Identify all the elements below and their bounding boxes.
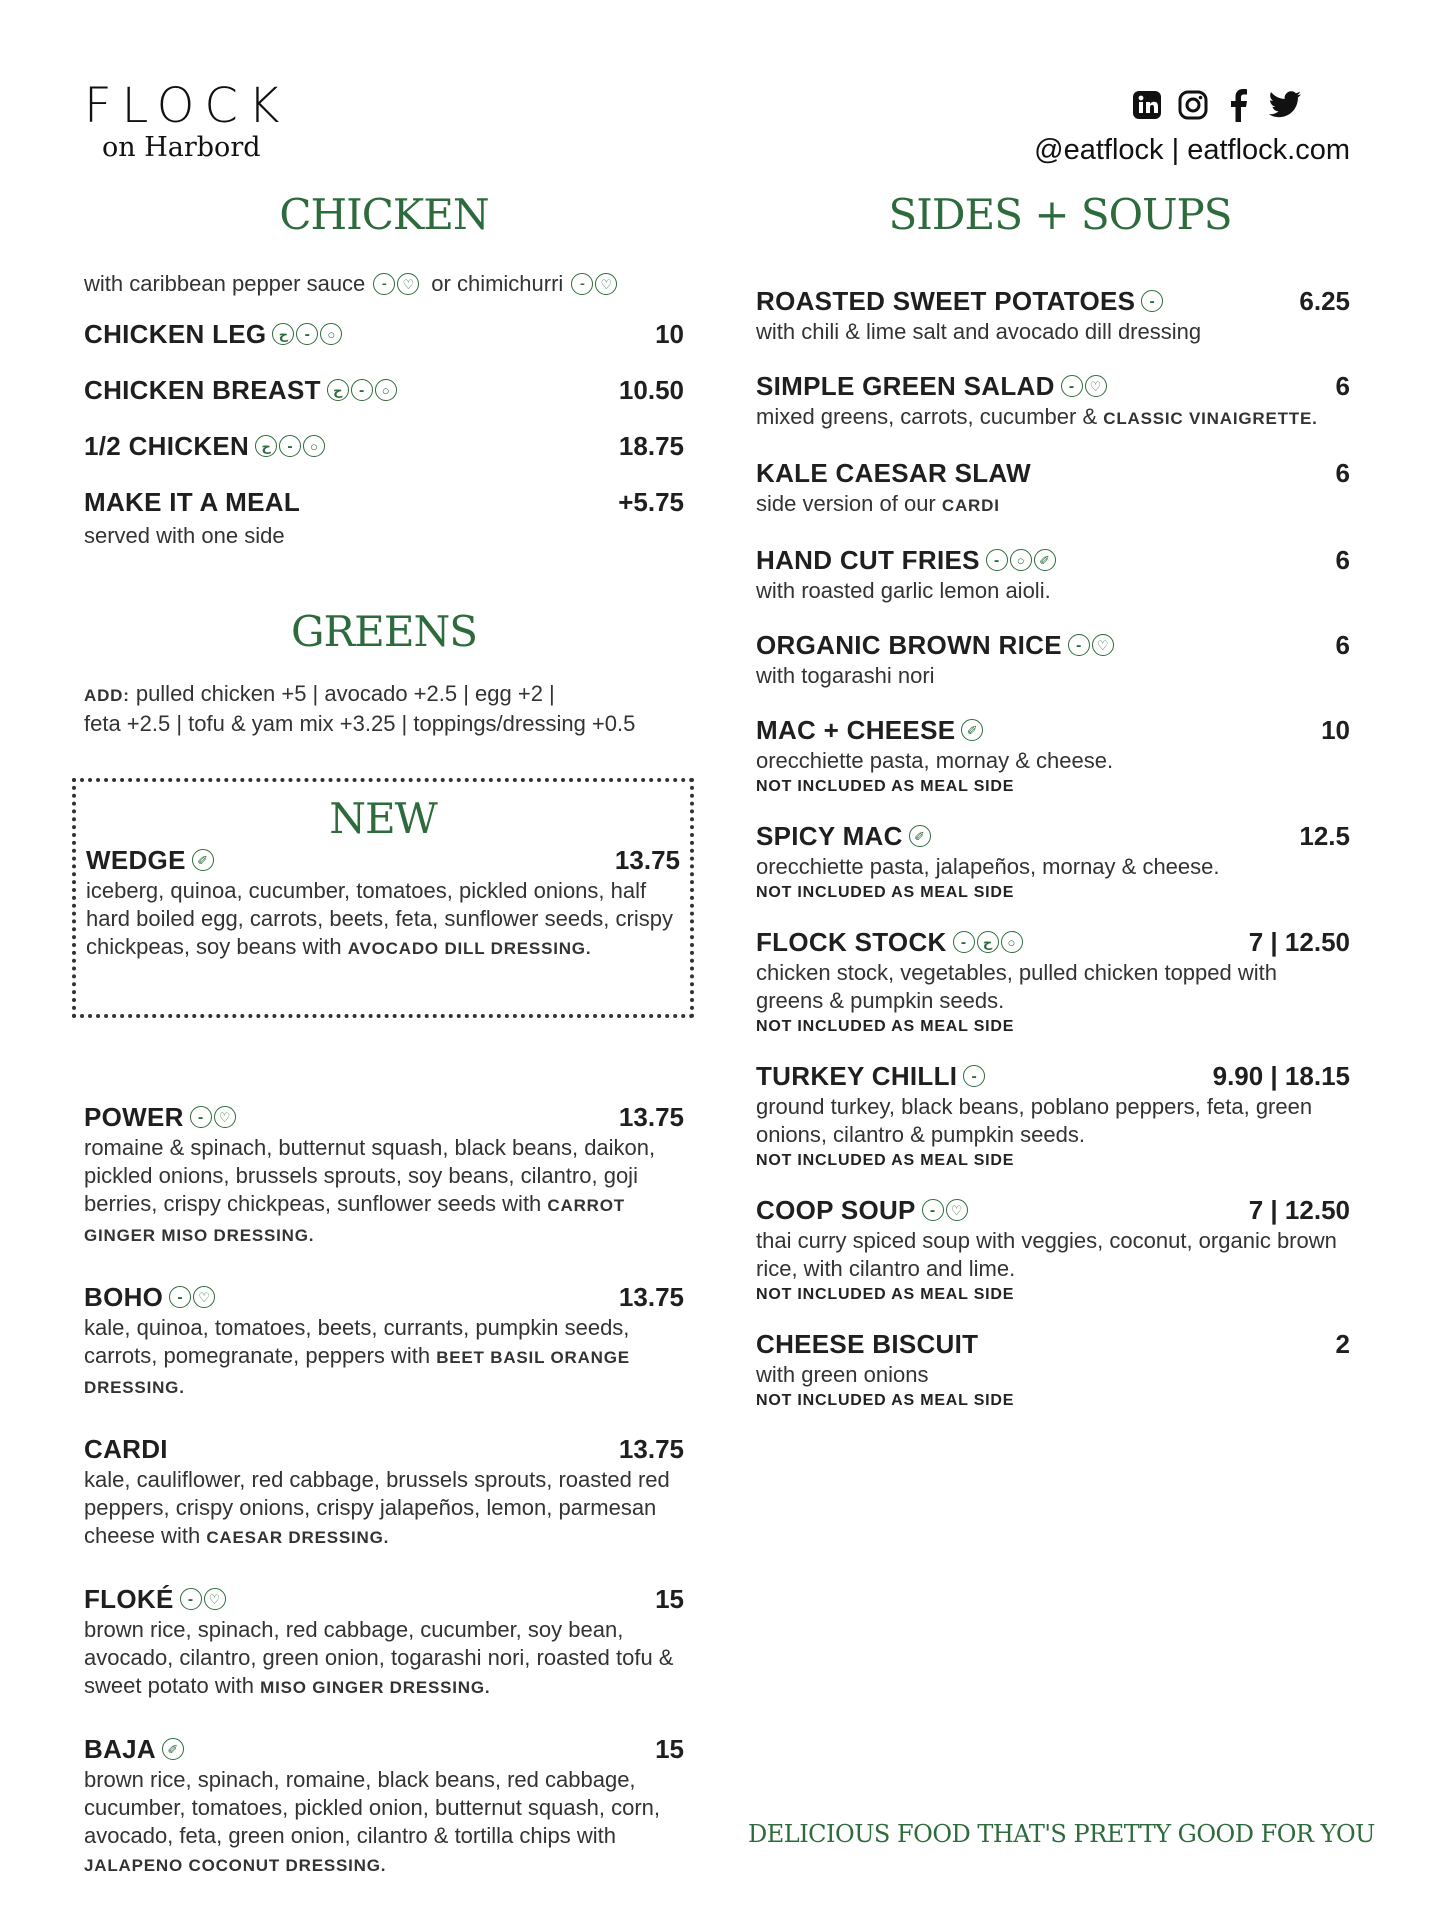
dairy-free-icon: ♡: [1092, 634, 1114, 656]
brand-location: on Harbord: [102, 132, 261, 163]
gluten-free-icon: ⁃: [373, 273, 395, 295]
item-name: CHEESE BISCUIT: [756, 1328, 979, 1359]
linkedin-icon[interactable]: [1130, 88, 1164, 122]
menu-item[interactable]: [84, 370, 684, 410]
dairy-free-icon: ♡: [204, 1588, 226, 1610]
gluten-free-icon: ⁃: [1141, 290, 1163, 312]
item-name: WEDGE: [86, 844, 186, 875]
item-name: CARDI: [84, 1433, 168, 1464]
item-desc: romaine & spinach, butternut squash, black beans, daikon, pickled onions, brussels sprouts, soy beans, cilantro, goji berries, crispy chickpeas, sunflower seeds with: [84, 1135, 656, 1216]
item-name: ROASTED SWEET POTATOES: [756, 285, 1136, 316]
item-price: 15: [655, 1583, 684, 1614]
vegetarian-icon: ✐: [1034, 549, 1056, 571]
tagline: DELICIOUS FOOD THAT'S PRETTY GOOD FOR YOU: [748, 1820, 1375, 1848]
gluten-free-icon: ⁃: [190, 1106, 212, 1128]
nut-free-icon: ○: [320, 323, 342, 345]
item-dressing: CARDI: [941, 496, 1000, 515]
item-desc: with chili & lime salt and avocado dill dressing: [756, 319, 1202, 344]
item-price: 6: [1335, 370, 1350, 401]
menu-item[interactable]: [84, 1432, 684, 1552]
item-price: 13.75: [618, 1281, 684, 1312]
greens-heading: GREENS: [290, 607, 477, 656]
item-note: NOT INCLUDED AS MEAL SIDE: [756, 1152, 1015, 1169]
add-label: ADD:: [84, 686, 130, 705]
item-name: HAND CUT FRIES: [756, 544, 980, 575]
gluten-free-icon: ⁃: [296, 323, 318, 345]
menu-item[interactable]: [756, 713, 1350, 796]
menu-item[interactable]: [84, 1582, 684, 1702]
chicken-heading: CHICKEN: [279, 190, 489, 239]
new-item-box: [72, 778, 694, 1018]
item-price: 13.75: [618, 1101, 684, 1132]
item-desc: brown rice, spinach, romaine, black beans, red cabbage, cucumber, tomatoes, pickled onion, butternut squash, corn, avocado, feta, green onion, cilantro & tortilla chips with: [84, 1767, 660, 1848]
item-desc: with togarashi nori: [756, 663, 935, 688]
gluten-free-icon: ⁃: [169, 1286, 191, 1308]
addons-line-2: feta +2.5 | tofu & yam mix +3.25 | toppings/dressing +0.5: [84, 711, 636, 736]
nut-free-icon: ○: [375, 379, 397, 401]
item-price: 10: [655, 318, 684, 349]
menu-item[interactable]: [84, 1280, 684, 1402]
item-price: 6: [1335, 629, 1350, 660]
item-note: NOT INCLUDED AS MEAL SIDE: [756, 1018, 1015, 1035]
nut-free-icon: ○: [1001, 931, 1023, 953]
item-price: 13.75: [618, 1433, 684, 1464]
menu-item[interactable]: [756, 456, 1350, 520]
item-name: BAJA: [84, 1733, 156, 1764]
item-dressing: JALAPENO COCONUT DRESSING.: [84, 1856, 387, 1875]
gluten-free-icon: ⁃: [351, 379, 373, 401]
halal-icon: ح: [327, 379, 349, 401]
item-price: 9.90 | 18.15: [1212, 1060, 1350, 1091]
nut-free-icon: ○: [1010, 549, 1032, 571]
twitter-icon[interactable]: [1268, 88, 1302, 122]
item-desc: kale, quinoa, tomatoes, beets, currants, pumpkin seeds, carrots, pomegranate, peppers with: [84, 1315, 630, 1368]
item-name: FLOCK STOCK: [756, 926, 947, 957]
item-desc: mixed greens, carrots, cucumber &: [756, 404, 1098, 429]
nut-free-icon: ○: [303, 435, 325, 457]
item-price: 18.75: [618, 430, 684, 461]
addons-line-1: pulled chicken +5 | avocado +2.5 | egg +2 |: [135, 681, 555, 706]
item-note: NOT INCLUDED AS MEAL SIDE: [756, 778, 1015, 795]
item-desc: orecchiette pasta, jalapeños, mornay & cheese.: [756, 854, 1220, 879]
menu-item[interactable]: [84, 314, 684, 354]
item-name: POWER: [84, 1101, 184, 1132]
item-desc: ground turkey, black beans, poblano peppers, feta, green onions, cilantro & pumpkin seeds.: [756, 1094, 1313, 1147]
halal-icon: ح: [977, 931, 999, 953]
item-name: FLOKÉ: [84, 1583, 174, 1614]
item-desc: served with one side: [84, 523, 285, 548]
item-name: 1/2 CHICKEN: [84, 430, 250, 461]
item-price: +5.75: [618, 486, 684, 517]
brand-logo: FLOCK: [84, 78, 290, 134]
instagram-icon[interactable]: [1176, 88, 1210, 122]
dairy-free-icon: ♡: [397, 273, 419, 295]
vegetarian-icon: ✐: [961, 719, 983, 741]
item-price: 13.75: [614, 844, 680, 875]
gluten-free-icon: ⁃: [1068, 634, 1090, 656]
dairy-free-icon: ♡: [214, 1106, 236, 1128]
vegetarian-icon: ✐: [909, 825, 931, 847]
item-price: 10: [1321, 714, 1350, 745]
item-name: COOP SOUP: [756, 1194, 916, 1225]
item-note: NOT INCLUDED AS MEAL SIDE: [756, 884, 1015, 901]
item-price: 6.25: [1299, 285, 1350, 316]
item-desc: thai curry spiced soup with veggies, coconut, organic brown rice, with cilantro and lime.: [756, 1228, 1337, 1281]
gluten-free-icon: ⁃: [922, 1199, 944, 1221]
item-name: MAKE IT A MEAL: [84, 486, 301, 517]
item-price: 10.50: [618, 374, 684, 405]
menu-item[interactable]: [76, 843, 690, 963]
dairy-free-icon: ♡: [595, 273, 617, 295]
menu-item[interactable]: [84, 426, 684, 466]
chicken-sauces: [84, 270, 617, 298]
facebook-icon[interactable]: [1222, 88, 1256, 122]
halal-icon: ح: [255, 435, 277, 457]
item-price: 15: [655, 1733, 684, 1764]
social-links: [1130, 88, 1302, 122]
sauce-chimichurri: or chimichurri: [431, 271, 564, 296]
menu-item[interactable]: [84, 482, 684, 550]
menu-item[interactable]: [756, 543, 1350, 605]
item-name: SPICY MAC: [756, 820, 903, 851]
menu-item[interactable]: [756, 925, 1350, 1036]
menu-item[interactable]: [756, 284, 1350, 346]
menu-item[interactable]: [84, 1732, 684, 1880]
vegetarian-icon: ✐: [162, 1738, 184, 1760]
item-desc: with green onions: [756, 1362, 929, 1387]
menu-item[interactable]: [756, 369, 1350, 433]
menu-item[interactable]: [84, 1100, 684, 1250]
item-name: MAC + CHEESE: [756, 714, 956, 745]
gluten-free-icon: ⁃: [963, 1065, 985, 1087]
item-dressing: CAESAR DRESSING.: [206, 1528, 390, 1547]
gluten-free-icon: ⁃: [279, 435, 301, 457]
item-price: 6: [1335, 544, 1350, 575]
item-price: 7 | 12.50: [1248, 926, 1350, 957]
gluten-free-icon: ⁃: [1061, 375, 1083, 397]
vegetarian-icon: ✐: [192, 849, 214, 871]
menu-item[interactable]: [756, 1327, 1350, 1410]
menu-item[interactable]: [756, 819, 1350, 902]
item-dressing: BEET BASIL ORANGE DRESSING.: [84, 1348, 630, 1397]
greens-addons: [84, 680, 704, 738]
item-note: NOT INCLUDED AS MEAL SIDE: [756, 1286, 1015, 1303]
item-desc: orecchiette pasta, mornay & cheese.: [756, 748, 1114, 773]
item-price: 6: [1335, 457, 1350, 488]
item-name: TURKEY CHILLI: [756, 1060, 958, 1091]
item-dressing: MISO GINGER DRESSING.: [260, 1678, 491, 1697]
item-name: SIMPLE GREEN SALAD: [756, 370, 1055, 401]
social-handle[interactable]: @eatflock | eatflock.com: [1034, 134, 1350, 166]
halal-icon: ح: [272, 323, 294, 345]
item-price: 12.5: [1299, 820, 1350, 851]
sauce-caribbean: with caribbean pepper sauce: [84, 271, 366, 296]
new-heading: NEW: [329, 794, 437, 843]
item-desc: iceberg, quinoa, cucumber, tomatoes, pickled onions, half hard boiled egg, carrots, beets, feta, sunflower seeds, crispy chickpeas, soy beans with: [86, 878, 673, 959]
item-name: ORGANIC BROWN RICE: [756, 629, 1062, 660]
sides-heading: SIDES + SOUPS: [888, 190, 1232, 239]
item-dressing: AVOCADO DILL DRESSING.: [347, 939, 592, 958]
gluten-free-icon: ⁃: [180, 1588, 202, 1610]
item-desc: kale, cauliflower, red cabbage, brussels sprouts, roasted red peppers, crispy onions, crispy jalapeños, lemon, parmesan cheese with: [84, 1467, 670, 1548]
item-desc: side version of our: [756, 491, 936, 516]
dairy-free-icon: ♡: [193, 1286, 215, 1308]
greens-list: [84, 1100, 684, 1880]
item-name: BOHO: [84, 1281, 164, 1312]
item-name: CHICKEN LEG: [84, 318, 267, 349]
item-desc: brown rice, spinach, red cabbage, cucumber, soy bean, avocado, cilantro, green onion, togarashi nori, roasted tofu & sweet potato with: [84, 1617, 674, 1698]
menu-item[interactable]: [756, 628, 1350, 690]
item-name: CHICKEN BREAST: [84, 374, 321, 405]
chicken-list: [84, 314, 684, 550]
item-desc: chicken stock, vegetables, pulled chicken topped with greens & pumpkin seeds.: [756, 960, 1277, 1013]
gluten-free-icon: ⁃: [986, 549, 1008, 571]
gluten-free-icon: ⁃: [953, 931, 975, 953]
menu-item[interactable]: [756, 1059, 1350, 1170]
dairy-free-icon: ♡: [946, 1199, 968, 1221]
item-price: 7 | 12.50: [1248, 1194, 1350, 1225]
sides-list: [756, 284, 1350, 1410]
item-dressing: CLASSIC VINAIGRETTE.: [1103, 409, 1318, 428]
gluten-free-icon: ⁃: [571, 273, 593, 295]
item-dressing: CARROT GINGER MISO DRESSING.: [84, 1196, 625, 1245]
dairy-free-icon: ♡: [1085, 375, 1107, 397]
item-name: KALE CAESAR SLAW: [756, 457, 1031, 488]
menu-item[interactable]: [756, 1193, 1350, 1304]
item-price: 2: [1335, 1328, 1350, 1359]
item-desc: with roasted garlic lemon aioli.: [756, 578, 1051, 603]
item-note: NOT INCLUDED AS MEAL SIDE: [756, 1392, 1015, 1409]
